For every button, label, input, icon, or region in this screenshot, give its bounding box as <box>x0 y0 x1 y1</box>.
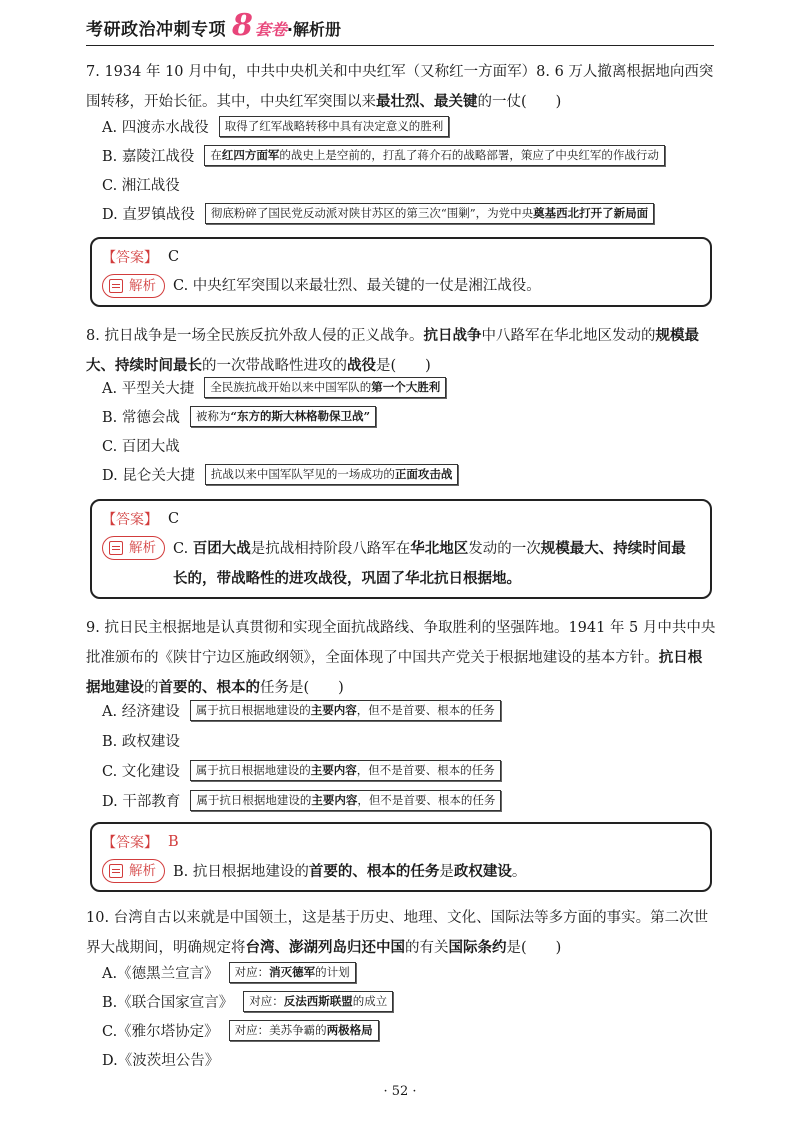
q9-explanation: B. 抗日根据地建设的首要的、根本的任务是政权建设。 <box>173 863 527 880</box>
jiexi-badge: 解析 <box>102 274 165 298</box>
q9-option-a: A. 经济建设 属于抗日根据地建设的主要内容，但不是首要、根本的任务 <box>102 700 501 721</box>
q8-option-d: D. 昆仑关大捷 抗战以来中国军队罕见的一场成功的正面攻击战 <box>102 464 458 485</box>
q7-explanation: C. 中央红军突围以来最壮烈、最关键的一仗是湘江战役。 <box>173 278 541 294</box>
question-8-stem: 8. 抗日战争是一场全民族反抗外敌人侵的正义战争。抗日战争中八路军在华北地区发动的规模最大、持续时间最长的一次带战略性进攻的战役是( ) <box>86 327 699 374</box>
question-10-stem: 10. 台湾自古以来就是中国领土，这是基于历史、地理、文化、国际法等多方面的事实。第二次世界大战期间，明确规定将台湾、澎湖列岛归还中国的有关国际条约是( ) <box>86 910 709 956</box>
document-icon <box>109 279 123 293</box>
q10-option-a-note: 对应：消灭德军的计划 <box>229 962 356 983</box>
jiexi-badge: 解析 <box>102 536 165 560</box>
q8-option-c: C. 百团大战 <box>102 439 180 455</box>
jiexi-badge: 解析 <box>102 859 165 883</box>
q9-option-b: B. 政权建设 <box>102 734 180 750</box>
book-title-tao: 套卷 <box>254 20 287 39</box>
answer-letter: C <box>168 249 180 265</box>
q10-option-c-note: 对应：美苏争霸的两极格局 <box>229 1020 379 1041</box>
q7-option-d: D. 直罗镇战役 彻底粉碎了国民党反动派对陕甘苏区的第三次“围剿”，为党中央奠基西北打开了新局面 <box>102 203 654 224</box>
q7-option-c: C. 湘江战役 <box>102 178 180 194</box>
q9-option-d-note: 属于抗日根据地建设的主要内容，但不是首要、根本的任务 <box>190 790 501 811</box>
q9-answer-box <box>90 822 712 892</box>
answer-tag: 【答案】 <box>102 250 158 266</box>
q10-option-b-note: 对应：反法西斯联盟的成立 <box>243 991 393 1012</box>
q7-answer-box <box>90 237 712 307</box>
answer-letter: C <box>168 511 180 527</box>
q10-option-d: D.《波茨坦公告》 <box>102 1053 220 1069</box>
book-subtitle: ·解析册 <box>286 20 341 39</box>
q8-answer-box <box>90 499 712 599</box>
q9-option-c: C. 文化建设 属于抗日根据地建设的主要内容，但不是首要、根本的任务 <box>102 760 501 781</box>
q7-option-a-note: 取得了红军战略转移中具有决定意义的胜利 <box>219 116 450 137</box>
q8-option-b-note: 被称为“东方的斯大林格勒保卫战” <box>190 406 376 427</box>
q7-option-a: A. 四渡赤水战役 取得了红军战略转移中具有决定意义的胜利 <box>102 116 449 137</box>
answer-letter: B <box>168 834 179 850</box>
document-icon <box>109 541 123 555</box>
q8-option-d-note: 抗战以来中国军队罕见的一场成功的正面攻击战 <box>205 464 459 485</box>
q9-option-a-note: 属于抗日根据地建设的主要内容，但不是首要、根本的任务 <box>190 700 501 721</box>
q7-option-b-note: 在红四方面军的战史上是空前的，打乱了蒋介石的战略部署，策应了中央红军的作战行动 <box>204 145 665 166</box>
q8-explanation: C. 百团大战是抗战相持阶段八路军在华北地区发动的一次规模最大、持续时间最长的，带战略性的进攻战役，巩固了华北抗日根据地。 <box>173 540 686 587</box>
book-title: 考研政治冲刺专项 <box>86 20 226 40</box>
q10-option-c: C.《雅尔塔协定》 对应：美苏争霸的两极格局 <box>102 1020 379 1041</box>
q10-option-b: B.《联合国家宣言》 对应：反法西斯联盟的成立 <box>102 991 393 1012</box>
q9-option-d: D. 干部教育 属于抗日根据地建设的主要内容，但不是首要、根本的任务 <box>102 790 501 811</box>
document-icon <box>109 864 123 878</box>
q8-option-a-note: 全民族抗战开始以来中国军队的第一个大胜利 <box>204 377 446 398</box>
q7-option-b: B. 嘉陵江战役 在红四方面军的战史上是空前的，打乱了蒋介石的战略部署，策应了中央红军的作战行动 <box>102 145 665 166</box>
page-header <box>86 8 341 44</box>
page-number: · 52 · <box>383 1084 417 1099</box>
question-9-stem: 9. 抗日民主根据地是认真贯彻和实现全面抗战路线、争取胜利的坚强阵地。1941 年 5 月中共中央批准颁布的《陕甘宁边区施政纲领》，全面体现了中国共产党关于根据地建设的基本方针。抗日根据地建设的首要的、根本的任务是( ) <box>86 620 716 696</box>
q9-option-c-note: 属于抗日根据地建设的主要内容，但不是首要、根本的任务 <box>190 760 501 781</box>
answer-tag: 【答案】 <box>102 512 158 528</box>
answer-tag: 【答案】 <box>102 835 158 851</box>
q8-option-b: B. 常德会战 被称为“东方的斯大林格勒保卫战” <box>102 406 376 427</box>
header-divider <box>86 45 714 46</box>
q7-option-d-note: 彻底粉碎了国民党反动派对陕甘苏区的第三次“围剿”，为党中央奠基西北打开了新局面 <box>205 203 654 224</box>
q10-option-a: A.《德黑兰宣言》 对应：消灭德军的计划 <box>102 962 356 983</box>
q8-option-a: A. 平型关大捷 全民族抗战开始以来中国军队的第一个大胜利 <box>102 377 446 398</box>
question-7-stem: 7. 1934 年 10 月中旬，中共中央机关和中央红军（又称红一方面军）8. 6 万人撤离根据地向西突围转移，开始长征。其中，中央红军突围以来最壮烈、最关键的一仗( ) <box>86 64 714 110</box>
book-title-number: 8 <box>232 8 253 43</box>
